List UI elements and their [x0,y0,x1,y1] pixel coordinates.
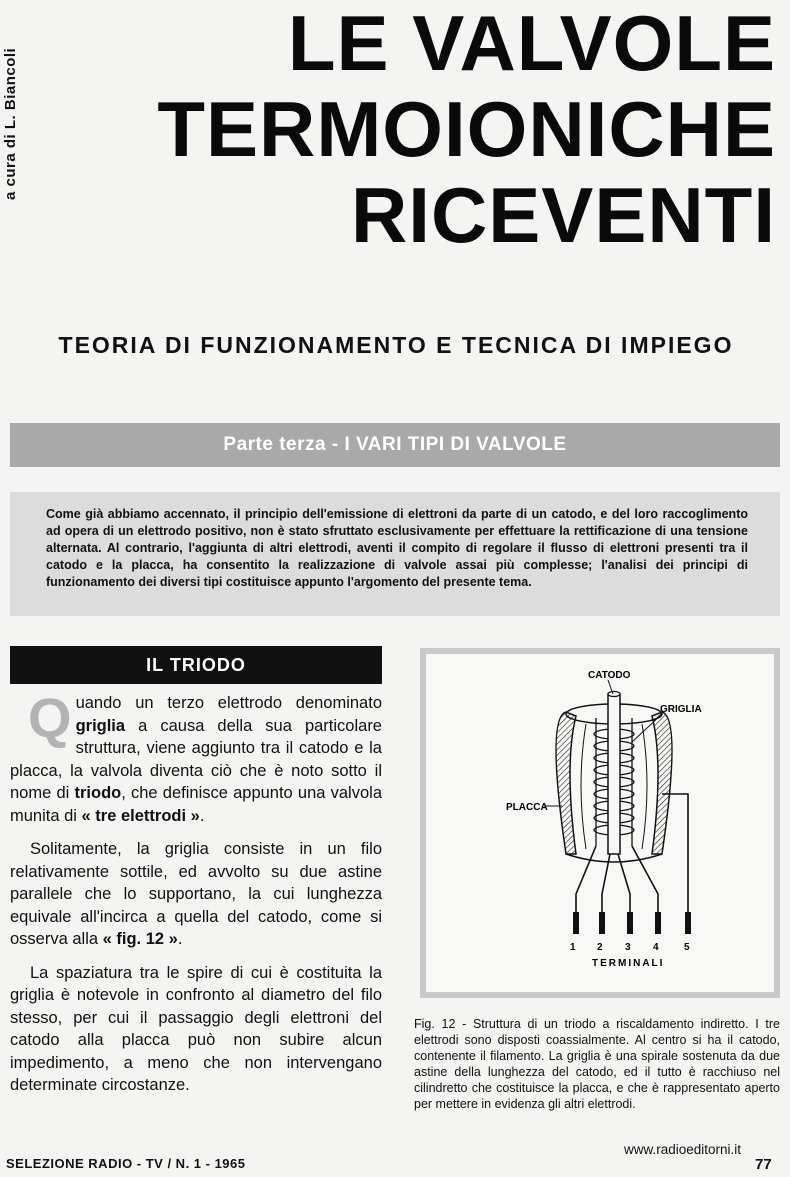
page-number: 77 [755,1156,772,1173]
triode-diagram [426,654,774,992]
drop-cap: Q [28,686,72,749]
article-subtitle: TEORIA DI FUNZIONAMENTO E TECNICA DI IMPIEGO [58,332,734,358]
terminal-3: 3 [625,942,631,953]
figure-caption: Fig. 12 - Struttura di un triodo a riscaldamento indiretto. I tre elettrodi sono disposti coassialmente. Al centro si ha il catodo, contenente il filamento. La griglia è una spirale sostenuta da due astine della lunghezza del catodo, ed il tutto è racchiuso nel cilindretto che costituisce la placca, e che è rappresentato aperto per mettere in evidenza gli altri elettrodi. [414,1017,780,1111]
article-title [157,0,776,258]
section-heading: IL TRIODO [10,646,382,684]
label-placca: PLACCA [506,802,548,813]
figure-12 [420,648,780,998]
terminal-4: 4 [653,942,659,953]
watermark-url: www.radioeditorni.it [624,1142,742,1157]
terminal-pins [573,912,691,934]
body-column [10,686,382,1108]
title-line-1: LE VALVOLE [287,0,776,87]
cathode-tube [608,692,620,855]
terminal-1: 1 [570,942,576,953]
magazine-footer: SELEZIONE RADIO - TV / N. 1 - 1965 [6,1156,246,1171]
label-griglia: GRIGLIA [660,704,702,715]
byline: a cura di L. Biancoli [2,47,19,200]
intro-paragraph: Come già abbiamo accennato, il principio dell'emissione di elettroni da parte di un catodo, e del loro raccoglimento ad opera di un elettrodo positivo, non è stato sfruttato esclusivamente per effettuare la rettificazione di una tensione alternata. Al contrario, l'aggiunta di altri elettrodi, aventi il compito di regolare il flusso di elettroni presenti tra il catodo e la placca, ha consentito la realizzazione di valvole assai più complesse; l'analisi dei principi di funzionamento dei diversi tipi costituisce appunto l'argomento del presente tema. [10,492,780,616]
label-terminali: TERMINALI [592,958,665,969]
terminal-2: 2 [597,942,603,953]
title-line-3: RICEVENTI [350,171,776,259]
paragraph-3: La spaziatura tra le spire di cui è costituita la griglia è notevole in confronto al diametro del filo stesso, per cui il passaggio degli elettroni del catodo alla placca può non subire alcun impedimento, a meno che non intervengano determinate circostanze. [10,963,382,1094]
terminal-5: 5 [684,942,690,953]
paragraph-2: Solitamente, la griglia consiste in un filo relativamente sottile, ed avvolto su due astine parallele che lo supportano, la cui lunghezza equivale all'incirca a quella del catodo, come si osserva alla « fig. 12 ». [10,840,382,948]
part-banner: Parte terza - I VARI TIPI DI VALVOLE [10,423,780,467]
label-catodo: CATODO [588,670,631,681]
paragraph-1: Quando un terzo elettrodo denominato griglia a causa della sua particolare struttura, viene aggiunto tra il catodo e la placca, la valvola diventa ciò che è noto sotto il nome di triodo, che definisce appunto una valvola munita di « tre elettrodi ». [10,686,382,825]
title-line-2: TERMOIONICHE [157,85,776,173]
